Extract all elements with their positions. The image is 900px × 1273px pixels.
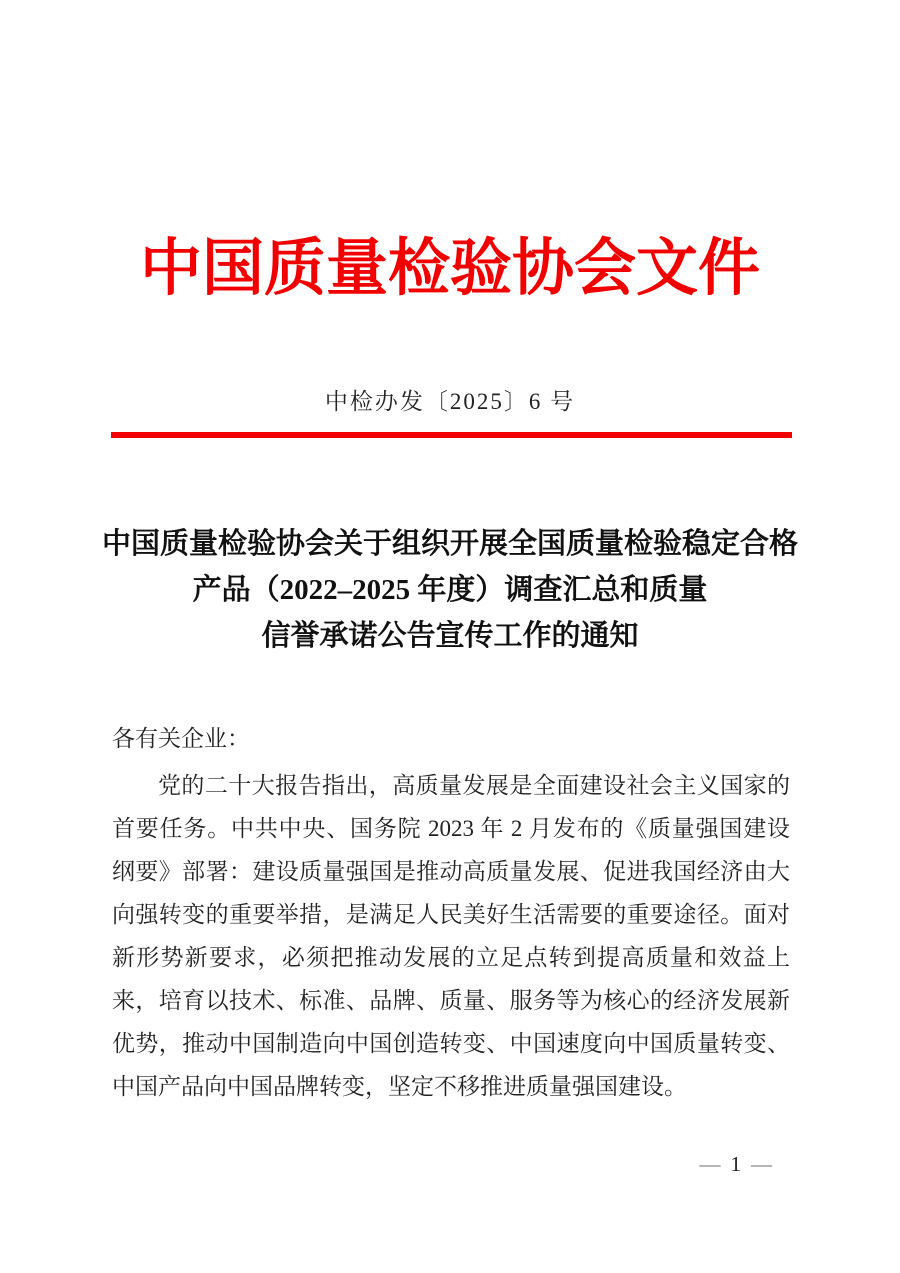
- notice-title-line-3: 信誉承诺公告宣传工作的通知: [261, 620, 639, 652]
- red-divider-rule: [111, 432, 792, 438]
- notice-title-line-2: 产品（2022–2025 年度）调查汇总和质量: [192, 574, 708, 606]
- notice-title-line-1: 中国质量检验协会关于组织开展全国质量检验稳定合格: [101, 528, 798, 560]
- notice-body: [112, 717, 790, 1108]
- salutation: 各有关企业：: [112, 726, 250, 751]
- page-number: [700, 1152, 773, 1177]
- letterhead-title: 中国质量检验协会文件: [139, 235, 760, 303]
- footer-dash-left: —: [699, 1152, 721, 1176]
- body-paragraph: 党的二十大报告指出，高质量发展是全面建设社会主义国家的首要任务。中共中央、国务院 2023 年 2 月发布的《质量强国建设纲要》部署：建设质量强国是推动高质量发展、促进我国经济由大向强转变的重要举措，是满足人民美好生活需要的重要途径。面对新形势新要求，必须把推动发展的立足点转到提高质量和效益上来，培育以技术、标准、品牌、质量、服务等为核心的经济发展新优势，推动中国制造向中国创造转变、中国速度向中国质量转变、中国产品向中国品牌转变，坚定不移推进质量强国建设。: [112, 773, 790, 1099]
- footer-dash-right: —: [751, 1152, 772, 1176]
- doc-number: 中检办发〔2025〕6 号: [324, 389, 576, 414]
- footer-page-number: 1: [730, 1152, 741, 1176]
- notice-title: [55, 521, 845, 659]
